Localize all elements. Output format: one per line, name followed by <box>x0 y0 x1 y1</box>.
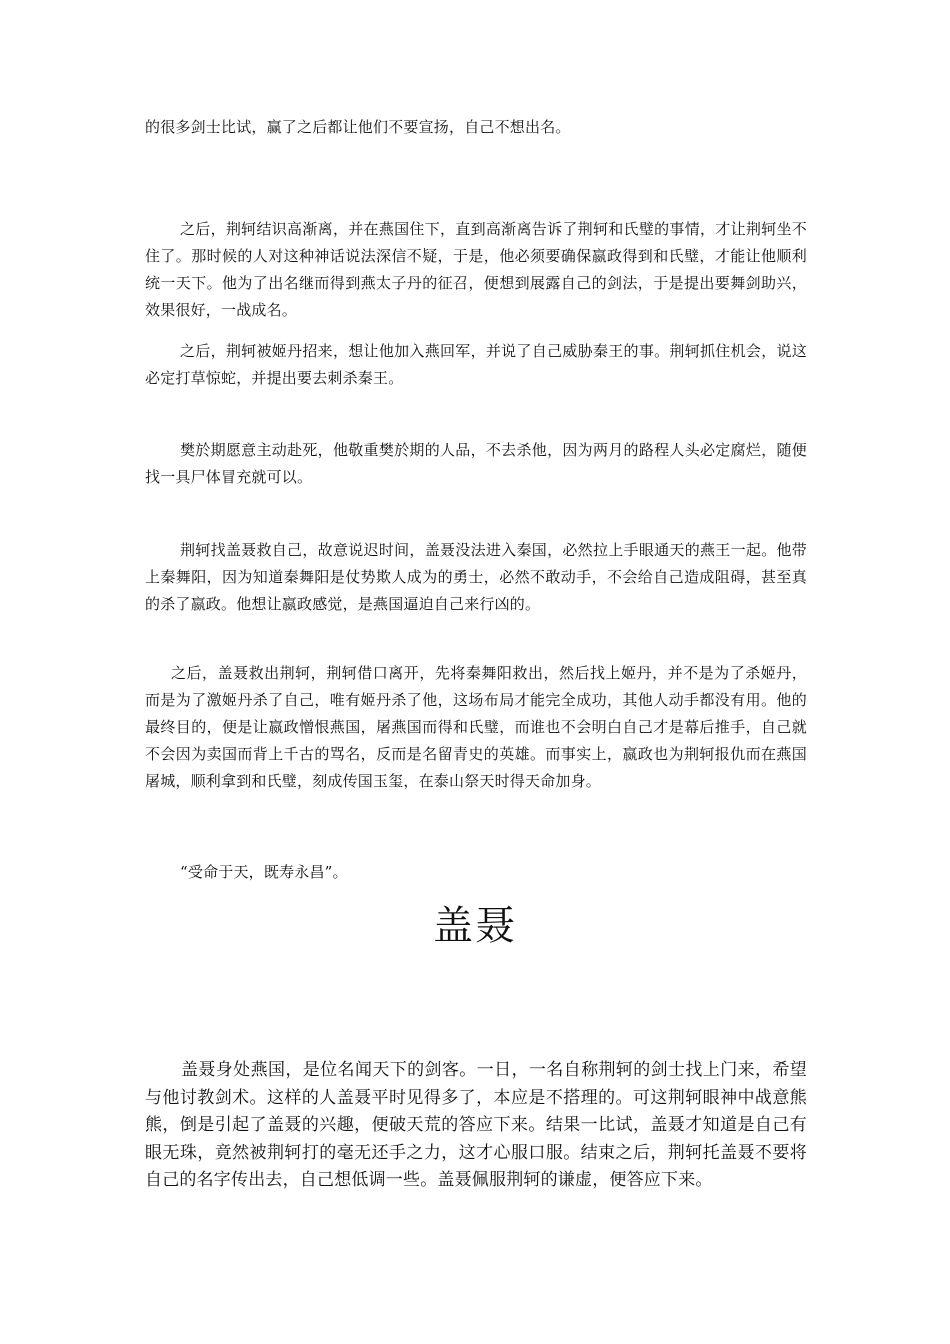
paragraph-3: 之后，荆轲被姬丹招来，想让他加入燕回军，并说了自己威胁秦王的事。荆轲抓住机会，说这必定打草惊蛇，并提出要去刺杀秦王。 <box>145 342 807 387</box>
paragraph-5: 荆轲找盖聂救自己，故意说迟时间，盖聂没法进入秦国，必然拉上手眼通天的燕王一起。他带上秦舞阳，因为知道秦舞阳是仗势欺人成为的勇士，必然不敢动手，不会给自己造成阻碍，甚至真的杀了嬴政。他想让嬴政感觉，是燕国逼迫自己来行凶的。 <box>145 541 807 613</box>
section-body: 盖聂身处燕国，是位名闻天下的剑客。一日，一名自称荆轲的剑士找上门来，希望与他讨教剑术。这样的人盖聂平时见得多了，本应是不搭理的。可这荆轲眼神中战意熊熊，倒是引起了盖聂的兴趣，便破天荒的答应下来。结果一比试，盖聂才知道是自己有眼无珠，竟然被荆轲打的毫无还手之力，这才心服口服。结束之后，荆轲托盖聂不要将自己的名字传出去，自己想低调一些。盖聂佩服荆轲的谦虚，便答应下来。 <box>145 1060 807 1190</box>
paragraph-2: 之后，荆轲结识高渐离，并在燕国住下，直到高渐离告诉了荆轲和氏璧的事情，才让荆轲坐不住了。那时候的人对这种神话说法深信不疑，于是，他必须要确保嬴政得到和氏璧，才能让他顺利统一天下。他为了出名继而得到燕太子丹的征召，便想到展露自己的剑法，于是提出要舞剑助兴，效果很好，一战成名。 <box>145 220 807 319</box>
paragraph-6: 之后，盖聂救出荆轲，荆轲借口离开，先将秦舞阳救出，然后找上姬丹，并不是为了杀姬丹，而是为了激姬丹杀了自己，唯有姬丹杀了他，这场布局才能完全成功，其他人动手都没有用。他的最终目的，便是让嬴政憎恨燕国，屠燕国而得和氏璧，而谁也不会明白自己才是幕后推手，自己就不会因为卖国而背上千古的骂名，反而是名留青史的英雄。而事实上，嬴政也为荆轲报仇而在燕国屠城，顺利拿到和氏璧，刻成传国玉玺，在泰山祭天时得天命加身。 <box>145 664 807 790</box>
paragraph-4: 樊於期愿意主动赴死，他敬重樊於期的人品，不去杀他，因为两月的路程人头必定腐烂，随便找一具尸体冒充就可以。 <box>145 441 807 486</box>
section-title: 盖聂 <box>433 903 517 949</box>
paragraph-1: 的很多剑士比试，赢了之后都让他们不要宣扬，自己不想出名。 <box>145 118 571 136</box>
quote-line: “受命于天，既寿永昌”。 <box>180 863 348 881</box>
